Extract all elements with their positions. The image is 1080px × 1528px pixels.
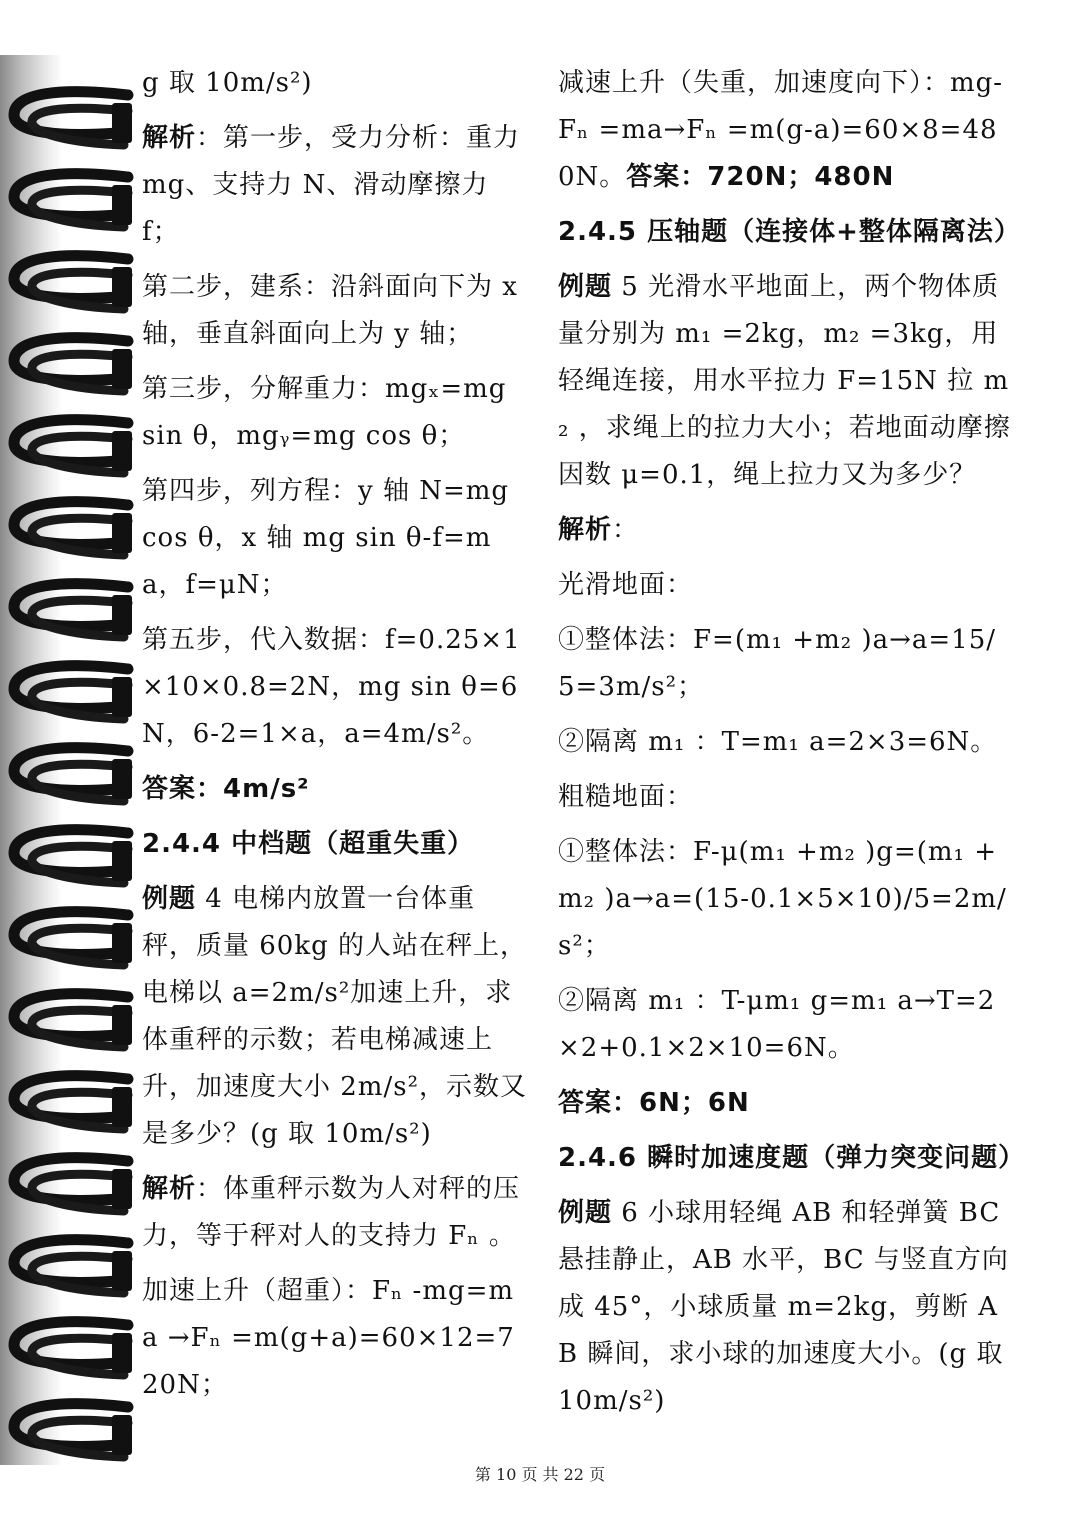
paragraph-text: ②隔离 m₁ ：T-μm₁ g=m₁ a→T=2×2+0.1×2×10=6N。 xyxy=(558,986,996,1063)
paragraph-text: 第二步，建系：沿斜面向下为 x 轴，垂直斜面向上为 y 轴； xyxy=(142,272,518,349)
paragraph-text: 6 小球用轻绳 AB 和轻弹簧 BC 悬挂静止，AB 水平，BC 与竖直方向成 45°，小球质量 m=2kg，剪断 AB 瞬间，求小球的加速度大小。(g 取 10m/s²) xyxy=(558,1198,1009,1416)
paragraph-text: ：6N；6N xyxy=(612,1088,750,1118)
spiral-ring xyxy=(0,1233,140,1303)
paragraph xyxy=(142,1166,527,1260)
paragraph-text: ：4m/s² xyxy=(196,774,310,804)
section-heading xyxy=(558,209,1021,256)
spiral-ring xyxy=(0,987,140,1057)
paragraph xyxy=(558,1080,1013,1127)
paragraph xyxy=(558,978,1013,1072)
page-footer: 第 10 页 共 22 页 xyxy=(474,1465,606,1484)
paragraph xyxy=(558,617,1013,711)
answer-text: 答案：720N；480N xyxy=(626,162,895,192)
section-heading-text: 2.4.4 中档题（超重失重） xyxy=(142,829,475,859)
paragraph-text: 粗糙地面： xyxy=(558,782,694,812)
paragraph xyxy=(558,60,1013,201)
paragraph xyxy=(142,264,527,358)
spiral-ring xyxy=(0,495,140,565)
paragraph-text: 减速上升（失重，加速度向下）：mg-Fₙ =ma→Fₙ =m(g-a)=60×8=480N。 xyxy=(558,68,1004,192)
paragraph-text: ：第一步，受力分析：重力 mg、支持力 N、滑动摩擦力 f； xyxy=(142,123,521,247)
paragraph-text: 加速上升（超重）：Fₙ -mg=ma →Fₙ =m(g+a)=60×12=720N； xyxy=(142,1276,515,1400)
paragraph xyxy=(142,1268,527,1409)
paragraph xyxy=(558,719,1013,766)
paragraph xyxy=(142,468,527,609)
section-heading xyxy=(142,821,527,868)
spiral-ring xyxy=(0,1151,140,1221)
paragraph-text: 光滑地面： xyxy=(558,570,694,600)
paragraph xyxy=(142,115,527,256)
right-column xyxy=(558,60,1026,1433)
paragraph-text: ：体重秤示数为人对秤的压力，等于秤对人的支持力 Fₙ 。 xyxy=(142,1174,521,1251)
paragraph-text: 第四步，列方程：y 轴 N=mg cos θ，x 轴 mg sin θ-f=ma，f=μN； xyxy=(142,476,510,600)
paragraph-text: 第五步，代入数据：f=0.25×1×10×0.8=2N，mg sin θ=6N，6-2=1×a，a=4m/s²。 xyxy=(142,625,521,749)
spiral-ring xyxy=(0,905,140,975)
spiral-ring xyxy=(0,331,140,401)
paragraph xyxy=(558,774,1013,821)
paragraph-text: ①整体法：F-μ(m₁ +m₂ )g=(m₁ +m₂ )a→a=(15-0.1×5×10)/5=2m/s²； xyxy=(558,837,1007,961)
paragraph-label: 解析 xyxy=(142,123,197,153)
paragraph-text: g 取 10m/s²) xyxy=(142,68,313,98)
paragraph-label: 例题 xyxy=(558,272,613,302)
section-heading-text: 2.4.5 压轴题（连接体+整体隔离法） xyxy=(558,217,1021,247)
section-heading-text: 2.4.6 瞬时加速度题（弹力突变问题） xyxy=(558,1143,1026,1173)
paragraph xyxy=(142,617,527,758)
paragraph-label: 例题 xyxy=(142,884,197,914)
paragraph-text: 第三步，分解重力：mgₓ=mg sin θ，mgᵧ=mg cos θ； xyxy=(142,374,507,451)
paragraph-label: 解析 xyxy=(558,515,613,545)
spiral-ring xyxy=(0,249,140,319)
paragraph xyxy=(142,366,527,460)
spiral-ring xyxy=(0,1315,140,1385)
paragraph xyxy=(558,1190,1013,1425)
paragraph-text: ②隔离 m₁ ：T=m₁ a=2×3=6N。 xyxy=(558,727,998,757)
spiral-ring xyxy=(0,85,140,155)
spiral-ring xyxy=(0,659,140,729)
paragraph xyxy=(142,876,527,1158)
spiral-ring xyxy=(0,413,140,483)
paragraph xyxy=(142,766,527,813)
paragraph-text: ①整体法：F=(m₁ +m₂ )a→a=15/5=3m/s²； xyxy=(558,625,996,702)
left-column xyxy=(142,60,527,1417)
paragraph xyxy=(558,507,1013,554)
paragraph-label: 例题 xyxy=(558,1198,613,1228)
spiral-ring xyxy=(0,577,140,647)
paragraph xyxy=(558,829,1013,970)
paragraph-label: 答案 xyxy=(558,1088,613,1118)
spiral-ring xyxy=(0,1397,140,1467)
paragraph xyxy=(558,264,1013,499)
paragraph xyxy=(142,60,527,107)
section-heading xyxy=(558,1135,1026,1182)
paragraph-text: 5 光滑水平地面上，两个物体质量分别为 m₁ =2kg，m₂ =3kg，用轻绳连接，用水平拉力 F=15N 拉 m₂ ，求绳上的拉力大小；若地面动摩擦因数 μ=0.1，绳上拉力又为多少？ xyxy=(558,272,1011,490)
paragraph-label: 答案 xyxy=(142,774,197,804)
spiral-ring xyxy=(0,741,140,811)
spiral-ring xyxy=(0,823,140,893)
paragraph-text: ： xyxy=(612,515,640,545)
spiral-ring xyxy=(0,167,140,237)
paragraph-text: 4 电梯内放置一台体重秤，质量 60kg 的人站在秤上，电梯以 a=2m/s²加速上升，求体重秤的示数；若电梯减速上升，加速度大小 2m/s²，示数又是多少？(g 取 10m/s²) xyxy=(142,884,528,1149)
spiral-ring xyxy=(0,1069,140,1139)
paragraph xyxy=(558,562,1013,609)
paragraph-label: 解析 xyxy=(142,1174,197,1204)
